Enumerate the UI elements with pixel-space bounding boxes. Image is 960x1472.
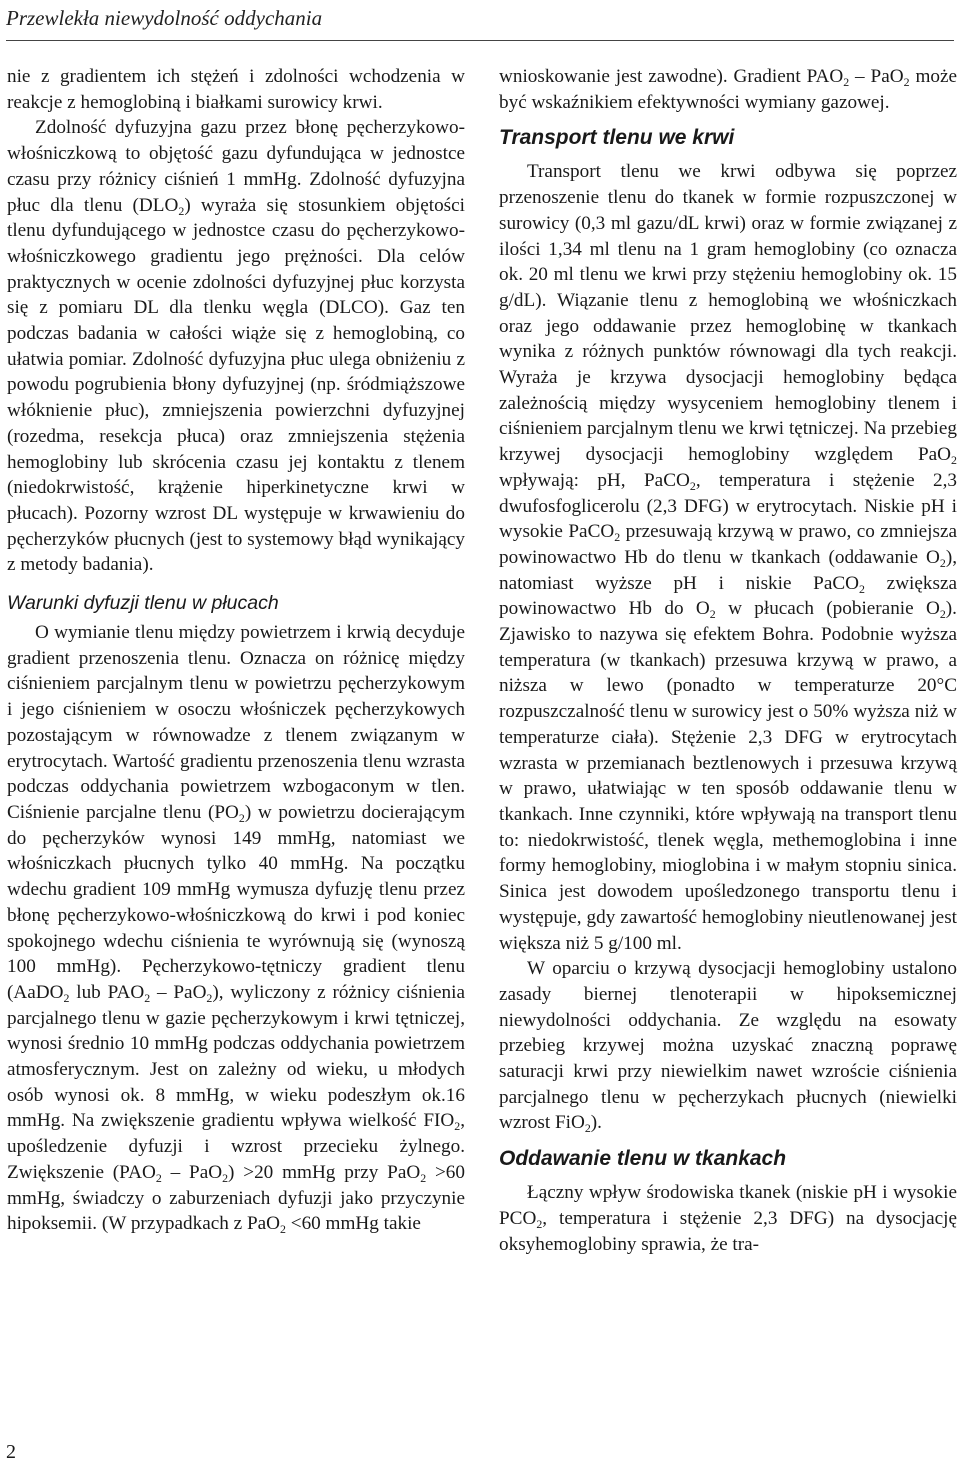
section-heading-oxygen-release: Oddawanie tlenu w tkankach [499,1147,787,1171]
running-header [6,4,954,41]
paragraph-continuation: nie z gradientem ich stężeń i zdolności wchodzenia w reakcje z hemoglobiną i białkami surowicy krwi. [7,66,465,113]
paragraph-oxygen-therapy: W oparciu o krzywą dysocjacji hemoglobiny ustalono zasady biernej tlenoterapii w hipoksemicznej niewydolności oddychania. Ze względu na esowaty przebieg krzywej można uzyskać znaczną poprawę saturacji krwi przy niewielkim nawet wzroście ciśnienia parcjalnego tlenu w pęcherzykach płucnych (niewielki wzrost FiO$_2$). [499,958,957,1136]
paragraph-oxygen-gradient: O wymianie tlenu między powietrzem i krwią decyduje gradient przenoszenia tlenu. Oznacza on różnicę między ciśnieniem parcjalnym tlenu w powietrzu pęcherzykowym i jego ciśnieniem w osoczu włośniczek pęcherzykowych pozostającym w równowadze z tlenem związanym w erytrocytach. Wartość gradientu przenoszenia tlenu wzrasta podczas oddychania powietrzem wzbogaconym w tlen. Ciśnienie parcjalne tlenu $(PO_2)$ w powietrzu docierającym do pęcherzyków wynosi 149 mmHg, natomiast we włośniczkach płucnych tylko 40 mmHg. Na początku wdechu gradient 109 mmHg wymusza dyfuzję tlenu przez błonę pęcherzykowo-włośniczkową do krwi i pod koniec spokojnego wdechu ciśnienia te wyrównują się (wynoszą 100 mmHg). Pęcherzykowo-tętniczy gradient tlenu (AaDO$_2$ lub $PAO_2 - PaO_2$), wyliczony z różnicy ciśnienia parcjalnego tlenu w gazie pęcherzykowym i krwi tętniczej, wynosi średnio 10 mmHg podczas oddychania powietrzem atmosferycznym. Jest on zależny od wieku, u młodych osób wynosi ok. 8 mmHg, w wieku podeszłym ok.16 mmHg. Na zwiększenie gradientu wpływa wielkość $FIO_2$, upośledzenie dyfuzji i wzrost przecieku żylnego. Zwiększenie $(PAO_2 - PaO_2) >20$ mmHg przy PaO$_2$ >60 mmHg, świadczy o zaburzeniach dyfuzji jako przyczynie hipoksemii. (W przypadkach z PaO$_2$ <60 mmHg takie [7,622,465,1237]
running-header-title: Przewlekła niewydolność oddychania [6,6,323,30]
page-number: 2 [6,1441,16,1463]
paragraph-tissue-release: Łączny wpływ środowiska tkanek (niskie pH i wysokie $PCO_2$, temperatura i stężenie 2,3 DFG) na dysocjację oksyhemoglobiny sprawia, że tra- [499,1182,957,1255]
paragraph-oxygen-transport: Transport tlenu we krwi odbywa się poprzez przenoszenie tlenu do tkanek w formie rozpuszczonej w surowicy (0,3 ml gazu/dL krwi) oraz w formie związanej z ilości 1,34 ml tlenu na 1 gram hemoglobiny (co oznacza ok. 20 ml tlenu we krwi przy stężeniu hemoglobiny ok. 15 g/dL). Wiązanie tlenu z hemoglobiną we włośniczkach oraz jego oddawanie przez hemoglobinę w tkankach wynika z różnych punktów równowagi dla tych reakcji. Wyraża je krzywa dysocjacji hemoglobiny będąca zależnością między wysyceniem hemoglobiny tlenem i ciśnieniem parcjalnym tlenu we krwi tętniczej. Na przebieg krzywej dysocjacji hemoglobiny względem PaO$_2$ wpływają: pH, PaCO$_2$, temperatura i stężenie 2,3 dwufosfoglicerolu (2,3 DFG) w erytrocytach. Niskie pH i wysokie PaCO$_2$ przesuwają krzywą w prawo, co zmniejsza powinowactwo Hb do tlenu w tkankach (oddawanie $O_2$), natomiast wyższe pH i niskie PaCO$_2$ zwiększa powinowactwo Hb do $O_2$ w płucach (pobieranie $O_2$). Zjawisko to nazywa się efektem Bohra. Podobnie wyższa temperatura (w tkankach) przesuwa krzywą w prawo, a niższa w lewo (ponadto w temperaturze 20°C rozpuszczalność tlenu w surowicy jest o 50% wyższa niż w temperaturze ciała). Stężenie 2,3 DFG w erytrocytach wzrasta w przemianach beztlenowych i przesuwa krzywą w prawo, ułatwiając w ten sposób oddawanie tlenu w tkankach. Inne czynniki, które wpływają na transport tlenu to: niedokrwistość, tlenek węgla, methemoglobina i inne formy hemoglobiny, mioglobina i w małym stopniu sinica. Sinica jest dowodem upośledzonego transportu tlenu i występuje, gdy zawartość hemoglobiny nieutlenowanej jest większa niż 5 g/100 ml. [499,161,957,954]
paragraph-gradient-continuation: wnioskowanie jest zawodne). Gradient $PAO_2 - PaO_2$ może być wskaźnikiem efektywności wymiany gazowej. [499,66,957,113]
section-heading-oxygen-transport: Transport tlenu we krwi [499,126,735,150]
section-heading-oxygen-diffusion: Warunki dyfuzji tlenu w płucach [7,592,279,615]
left-column [7,64,465,1237]
right-column [499,64,957,1257]
paragraph-diffusion-capacity: Zdolność dyfuzyjna gazu przez błonę pęcherzykowo-włośniczkową to objętość gazu dyfundująca w jednostce czasu przy różnicy ciśnień 1 mmHg. Zdolność dyfuzyjna płuc dla tlenu $(DLO_2)$ wyraża się stosunkiem objętości tlenu dyfundującego w jednostce czasu do pęcherzykowo-włośniczkowego gradientu jego prężności. Dla celów praktycznych w ocenie zdolności dyfuzyjnej płuc korzysta się z pomiaru DL dla tlenku węgla (DLCO). Gaz ten podczas badania w całości wiąże się z hemoglobiną, co ułatwia pomiar. Zdolność dyfuzyjna płuc ulega obniżeniu z powodu pogrubienia błony dyfuzyjnej (np. śródmiąższowe włóknienie płuc), zmniejszenia powierzchni dyfuzyjnej (rozedma, resekcja płuca) oraz zmniejszenia stężenia hemoglobiny lub skrócenia czasu jej kontaktu z tlenem (niedokrwistość, krążenie hiperkinetyczne krwi w płucach). Pozorny wzrost DL występuje w krwawieniu do pęcherzyków płucnych (jest to systemowy błąd wynikający z metody badania). [7,117,466,576]
